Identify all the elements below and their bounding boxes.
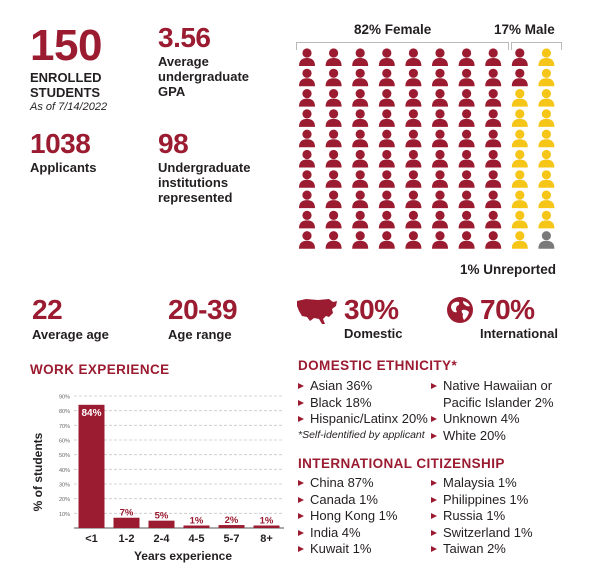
female-person-icon [459, 191, 475, 209]
female-person-icon [432, 170, 448, 188]
female-person-icon [326, 130, 342, 148]
bar-value-label: 84% [81, 407, 102, 419]
female-person-icon [299, 48, 315, 66]
female-person-icon [379, 170, 395, 188]
gender-pictogram [295, 46, 565, 254]
enrolled-label: ENROLLED STUDENTS [30, 70, 102, 100]
female-person-icon [432, 69, 448, 87]
female-person-icon [405, 170, 421, 188]
institutions-value: 98 [158, 128, 189, 159]
female-person-icon [299, 211, 315, 229]
female-person-icon [485, 191, 501, 209]
male-person-icon [512, 150, 528, 168]
female-person-icon [326, 191, 342, 209]
female-person-icon [459, 211, 475, 229]
female-person-icon [326, 89, 342, 107]
citizenship-list-right [431, 475, 556, 558]
bar-value-label: 5% [154, 510, 169, 522]
x-tick-label: 1-2 [118, 533, 135, 545]
female-person-icon [485, 130, 501, 148]
ethnicity-item: Asian 36% [298, 378, 428, 395]
female-person-icon [512, 48, 528, 66]
male-person-icon [538, 130, 554, 148]
institutions-label: Undergraduate institutions represented [158, 160, 251, 205]
y-tick-label: 90% [58, 394, 70, 401]
globe-icon [446, 296, 474, 324]
ethnicity-list-right [431, 378, 571, 444]
work-experience-title: WORK EXPERIENCE [30, 362, 170, 377]
male-person-icon [538, 89, 554, 107]
x-tick-label: 4-5 [188, 533, 205, 545]
bar-value-label: 1% [189, 515, 204, 527]
female-person-icon [326, 150, 342, 168]
female-person-icon [326, 48, 342, 66]
applicants-stat [30, 130, 96, 175]
female-person-icon [432, 109, 448, 127]
gpa-value: 3.56 [158, 22, 211, 53]
female-person-icon [405, 191, 421, 209]
female-person-icon [485, 150, 501, 168]
enrolled-note: As of 7/14/2022 [30, 101, 108, 113]
female-person-icon [459, 109, 475, 127]
domestic-ethnicity-title: DOMESTIC ETHNICITY* [298, 358, 458, 373]
enrolled-stat [30, 21, 120, 113]
bar [149, 521, 175, 528]
citizenship-item: Switzerland 1% [431, 525, 556, 542]
male-person-icon [538, 211, 554, 229]
female-person-icon [326, 69, 342, 87]
female-person-icon [299, 69, 315, 87]
y-axis-title: % of students [31, 432, 45, 512]
female-person-icon [379, 89, 395, 107]
female-person-icon [432, 130, 448, 148]
citizenship-item: Taiwan 2% [431, 541, 556, 558]
ethnicity-item: Black 18% [298, 395, 428, 412]
female-person-icon [379, 150, 395, 168]
female-person-icon [459, 48, 475, 66]
age-stat [32, 296, 109, 342]
bar [79, 405, 105, 528]
female-person-icon [352, 150, 368, 168]
y-tick-label: 40% [58, 467, 70, 474]
citizenship-list-left [298, 475, 423, 558]
age-label: Average age [32, 327, 109, 342]
female-person-icon [405, 109, 421, 127]
unreported-label: 1% Unreported [460, 262, 557, 277]
female-person-icon [405, 130, 421, 148]
enrolled-value: 150 [30, 21, 102, 70]
age-range-value: 20-39 [168, 294, 238, 325]
gpa-label: Average undergraduate GPA [158, 54, 250, 99]
domestic-stat [344, 296, 403, 341]
bar-value-label: 1% [259, 515, 274, 527]
x-tick-label: 8+ [260, 533, 273, 545]
male-person-icon [512, 89, 528, 107]
y-tick-label: 50% [58, 453, 70, 460]
female-person-icon [299, 89, 315, 107]
male-person-icon [538, 48, 554, 66]
female-person-icon [352, 231, 368, 249]
female-person-icon [485, 89, 501, 107]
female-person-icon [485, 170, 501, 188]
y-tick-label: 80% [58, 409, 70, 416]
age-range-stat [168, 296, 237, 342]
y-tick-label: 30% [58, 482, 70, 489]
female-person-icon [432, 48, 448, 66]
female-person-icon [326, 170, 342, 188]
age-value: 22 [32, 294, 63, 325]
female-person-icon [379, 48, 395, 66]
ethnicity-item: Unknown 4% [431, 411, 571, 428]
institutions-stat [158, 130, 258, 205]
female-person-icon [352, 211, 368, 229]
female-person-icon [485, 109, 501, 127]
male-person-icon [512, 191, 528, 209]
y-tick-label: 60% [58, 438, 70, 445]
female-person-icon [352, 191, 368, 209]
female-person-icon [432, 89, 448, 107]
female-person-icon [299, 231, 315, 249]
female-person-icon [326, 211, 342, 229]
usa-map-icon [296, 297, 338, 325]
bar-value-label: 7% [119, 507, 134, 519]
female-person-icon [405, 231, 421, 249]
citizenship-item: China 87% [298, 475, 423, 492]
female-person-icon [379, 231, 395, 249]
male-label: 17% Male [494, 22, 555, 37]
male-person-icon [512, 231, 528, 249]
applicants-value: 1038 [30, 128, 91, 159]
y-tick-label: 10% [58, 511, 70, 518]
female-person-icon [326, 231, 342, 249]
ethnicity-note: *Self-identified by applicant [298, 429, 425, 441]
citizenship-item: India 4% [298, 525, 423, 542]
female-person-icon [432, 150, 448, 168]
female-person-icon [352, 130, 368, 148]
international-stat [480, 296, 558, 341]
female-person-icon [352, 48, 368, 66]
male-person-icon [538, 150, 554, 168]
female-person-icon [459, 231, 475, 249]
citizenship-item: Russia 1% [431, 508, 556, 525]
female-person-icon [405, 211, 421, 229]
male-person-icon [512, 170, 528, 188]
female-person-icon [459, 150, 475, 168]
female-person-icon [379, 130, 395, 148]
female-person-icon [459, 89, 475, 107]
y-tick-label: 70% [58, 423, 70, 430]
female-label: 82% Female [354, 22, 432, 37]
citizenship-item: Malaysia 1% [431, 475, 556, 492]
work-experience-chart [26, 388, 290, 566]
ethnicity-list-left [298, 378, 428, 428]
international-value: 70% [480, 294, 535, 325]
female-person-icon [485, 231, 501, 249]
domestic-value: 30% [344, 294, 399, 325]
female-person-icon [379, 211, 395, 229]
female-person-icon [432, 191, 448, 209]
applicants-label: Applicants [30, 160, 97, 175]
unreported-person-icon [538, 231, 554, 249]
female-person-icon [299, 109, 315, 127]
male-person-icon [512, 109, 528, 127]
female-person-icon [485, 211, 501, 229]
male-person-icon [538, 170, 554, 188]
female-person-icon [485, 69, 501, 87]
female-person-icon [485, 48, 501, 66]
citizenship-item: Canada 1% [298, 492, 423, 509]
age-range-label: Age range [168, 327, 232, 342]
female-person-icon [405, 48, 421, 66]
international-label: International [480, 326, 559, 341]
female-person-icon [459, 170, 475, 188]
female-person-icon [459, 130, 475, 148]
ethnicity-item: White 20% [431, 428, 571, 445]
female-person-icon [432, 211, 448, 229]
x-tick-label: 5-7 [223, 533, 240, 545]
female-person-icon [512, 69, 528, 87]
gpa-stat [158, 24, 268, 99]
domestic-label: Domestic [344, 326, 403, 341]
male-person-icon [538, 191, 554, 209]
female-person-icon [352, 170, 368, 188]
female-person-icon [432, 231, 448, 249]
citizenship-item: Hong Kong 1% [298, 508, 423, 525]
female-person-icon [459, 69, 475, 87]
female-person-icon [299, 130, 315, 148]
international-citizenship-title: INTERNATIONAL CITIZENSHIP [298, 456, 505, 471]
bar-value-label: 2% [224, 515, 239, 527]
female-person-icon [379, 109, 395, 127]
female-person-icon [379, 191, 395, 209]
female-person-icon [379, 69, 395, 87]
citizenship-item: Philippines 1% [431, 492, 556, 509]
male-person-icon [512, 211, 528, 229]
female-person-icon [299, 191, 315, 209]
ethnicity-item: Native Hawaiian or Pacific Islander 2% [431, 378, 571, 411]
female-person-icon [299, 170, 315, 188]
female-person-icon [352, 69, 368, 87]
ethnicity-item: Hispanic/Latinx 20% [298, 411, 428, 428]
female-person-icon [326, 109, 342, 127]
bar [114, 518, 140, 528]
x-tick-label: 2-4 [153, 533, 170, 545]
x-tick-label: <1 [85, 533, 98, 545]
y-tick-label: 20% [58, 497, 70, 504]
male-person-icon [538, 109, 554, 127]
male-person-icon [512, 130, 528, 148]
x-axis-title: Years experience [133, 549, 233, 563]
female-person-icon [352, 89, 368, 107]
female-person-icon [299, 150, 315, 168]
female-person-icon [405, 69, 421, 87]
female-person-icon [405, 89, 421, 107]
female-person-icon [405, 150, 421, 168]
citizenship-item: Kuwait 1% [298, 541, 423, 558]
male-person-icon [538, 69, 554, 87]
female-person-icon [352, 109, 368, 127]
